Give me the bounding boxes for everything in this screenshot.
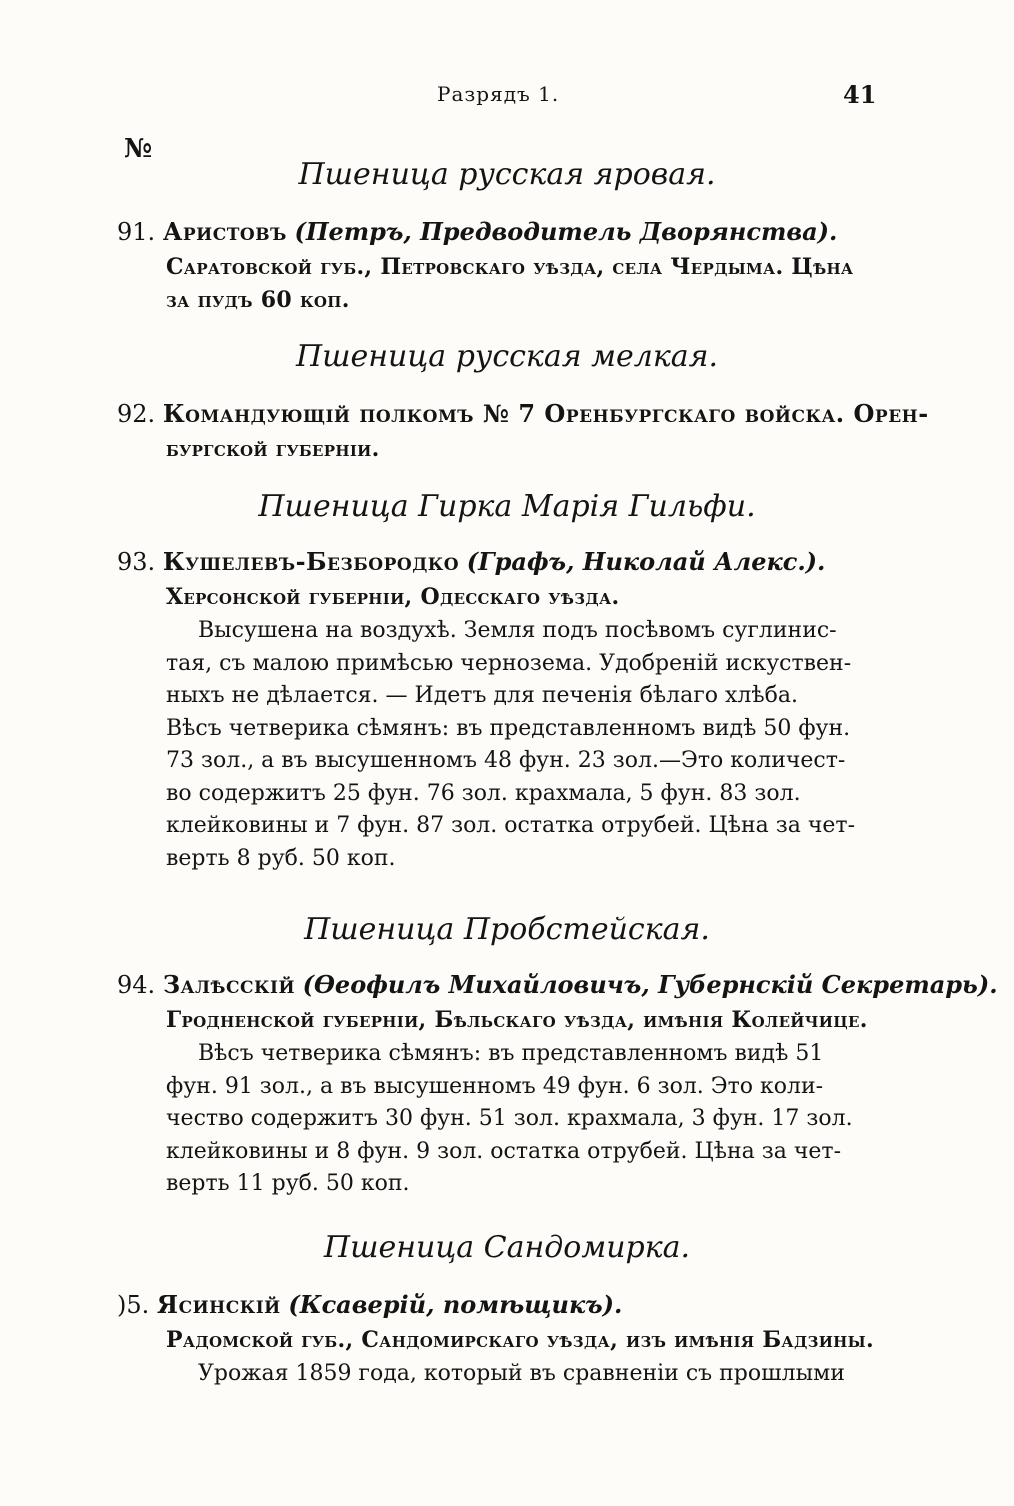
entry-location xyxy=(166,251,872,316)
page-header xyxy=(0,80,1014,110)
running-head: Разрядъ 1. xyxy=(437,82,560,106)
text-line: верть 11 руб. 50 коп. xyxy=(166,1171,410,1196)
entry-location xyxy=(166,433,872,466)
entry-heading xyxy=(117,1289,622,1321)
text-line: верть 8 руб. 50 коп. xyxy=(166,845,396,871)
entry-number: 94. xyxy=(117,971,156,999)
text-line: фун. 91 зол., а въ высушенномъ 49 фун. 6 зол. Это коли- xyxy=(166,1073,824,1099)
text-line: чество содержитъ 30 фун. 51 зол. крахмала, 3 фун. 17 зол. xyxy=(166,1106,853,1131)
text-line: Урожая 1859 года, который въ сравненіи съ прошлыми xyxy=(198,1361,845,1386)
text-line: Радомской губ., Сандомирскаго уѣзда, изъ имѣнія Бадзины. xyxy=(166,1327,874,1353)
entry-name: Кушелевъ-Безбородко xyxy=(162,547,460,576)
text-line: 73 зол., а въ высушенномъ 48 фун. 23 зол.—Это количест- xyxy=(166,748,846,773)
entry-number: )5. xyxy=(117,1291,150,1319)
entry-number: 91. xyxy=(117,218,156,246)
text-line: Вѣсъ четверика сѣмянъ: въ представленномъ видѣ 51 xyxy=(198,1041,824,1066)
text-line: ныхъ не дѣлается. — Идетъ для печенія бѣлаго хлѣба. xyxy=(166,683,799,708)
entry-heading xyxy=(117,398,929,430)
entry-location xyxy=(166,581,872,614)
entry-number: 92. xyxy=(117,400,156,428)
entry-number: 93. xyxy=(117,548,156,576)
text-line: клейковины и 8 фун. 9 зол. остатка отрубей. Цѣна за чет- xyxy=(166,1138,842,1164)
text-line: Саратовской губ., Петровскаго уѣзда, села Чердыма. Цѣна xyxy=(166,254,854,280)
entry-detail: (Ксаверій, помѣщикъ). xyxy=(288,1290,623,1319)
text-line: во содержитъ 25 фун. 76 зол. крахмала, 5 фун. 83 зол. xyxy=(166,780,801,806)
entry-description xyxy=(166,1038,872,1201)
text-line: клейковины и 7 фун. 87 зол. остатка отрубей. Цѣна за чет- xyxy=(166,813,856,838)
entry-location xyxy=(166,1004,872,1037)
entry-heading xyxy=(117,546,825,578)
text-line: за пудъ 60 коп. xyxy=(166,286,350,313)
text-line: тая, съ малою примѣсью чернозема. Удобреній искуствен- xyxy=(166,650,852,676)
entry-description xyxy=(166,615,872,875)
entry-description xyxy=(166,1358,872,1391)
number-column-mark: № xyxy=(124,134,153,164)
text-line: Высушена на воздухѣ. Земля подъ посѣвомъ суглинис- xyxy=(198,618,837,643)
entry-location xyxy=(166,1324,872,1357)
entry-detail: (Петръ, Предводитель Дворянства). xyxy=(294,217,838,246)
text-line: Херсонской губерніи, Одесскаго уѣзда. xyxy=(166,584,620,610)
entry-name: Командующій полкомъ № 7 Оренбургскаго войска. Орен- xyxy=(162,399,929,428)
section-title: Пшеница русская мелкая. xyxy=(295,339,719,374)
section-title: Пшеница Пробстейская. xyxy=(304,912,710,947)
section-title: Пшеница Сандомирка. xyxy=(323,1230,691,1265)
entry-name: Ясинскій xyxy=(156,1290,281,1319)
entry-name: Аристовъ xyxy=(162,217,287,246)
section-title: Пшеница русская яровая. xyxy=(298,157,716,192)
entry-detail: (Ѳеофилъ Михайловичъ, Губернскій Секретарь). xyxy=(302,970,998,999)
entry-heading xyxy=(117,216,837,248)
text-line: бургской губерніи. xyxy=(166,436,380,462)
page-number: 41 xyxy=(843,80,877,109)
entry-detail: (Графъ, Николай Алекс.). xyxy=(466,547,826,576)
entry-name: Залѣсскій xyxy=(162,970,296,999)
entry-heading xyxy=(117,969,998,1001)
text-line: Гродненской губерніи, Бѣльскаго уѣзда, имѣнія Колейчице. xyxy=(166,1007,868,1033)
text-line: Вѣсъ четверика сѣмянъ: въ представленномъ видѣ 50 фун. xyxy=(166,715,851,741)
section-title: Пшеница Гирка Марія Гильфи. xyxy=(258,489,756,524)
